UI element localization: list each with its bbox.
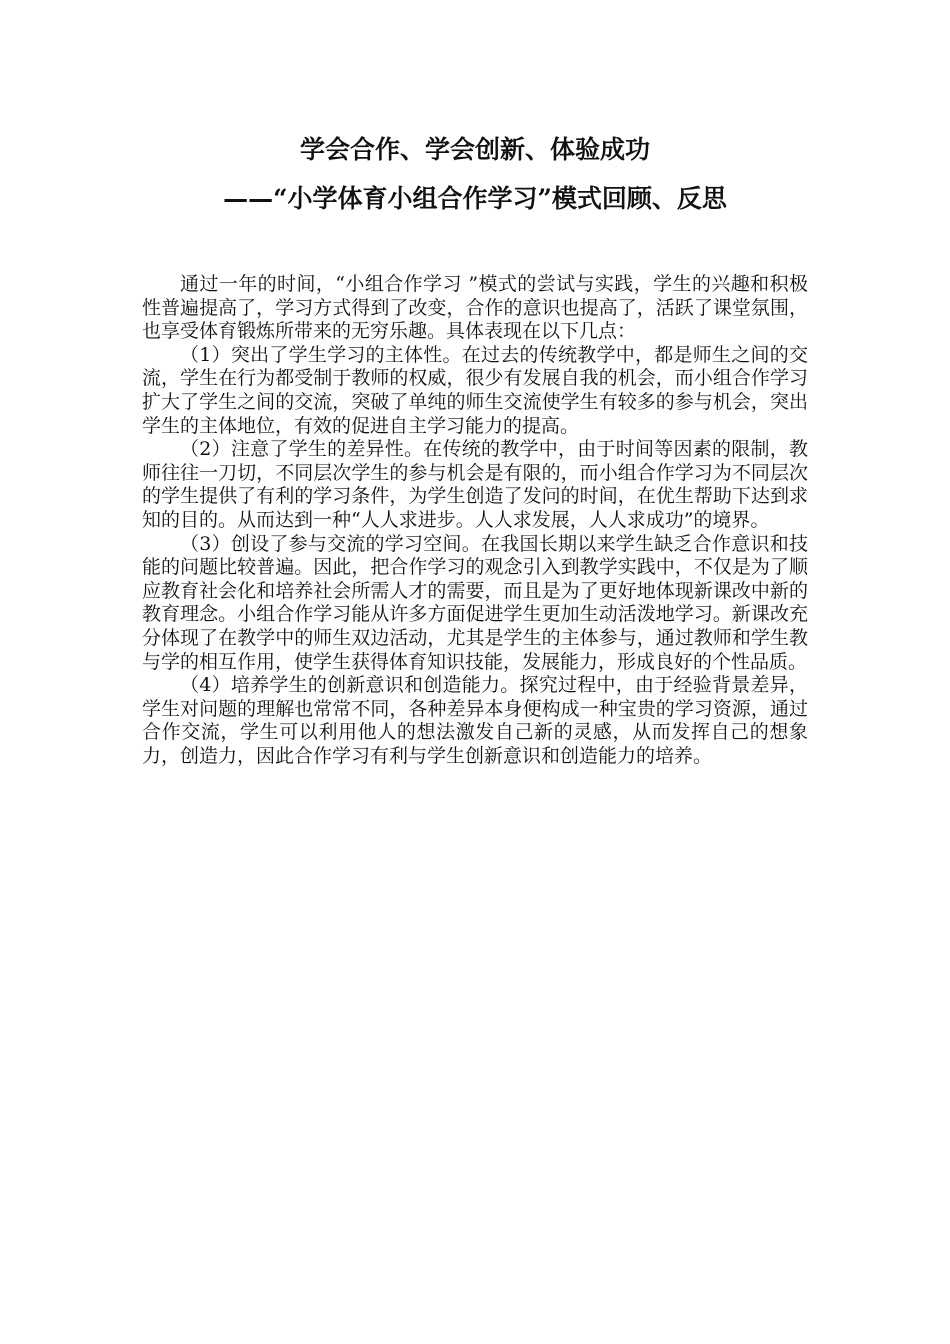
- document-body: [142, 273, 808, 768]
- document-subtitle: ——“小学体育小组合作学习”模式回顾、反思: [223, 184, 727, 213]
- point-1-paragraph: （1）突出了学生学习的主体性。在过去的传统教学中，都是师生之间的交流，学生在行为都受制于教师的权威，很少有发展自我的机会，而小组合作学习扩大了学生之间的交流，突破了单纯的师生交流使学生有较多的参与机会，突出学生的主体地位，有效的促进自主学习能力的提高。: [142, 343, 808, 437]
- intro-paragraph: 通过一年的时间，“小组合作学习 ”模式的尝试与实践，学生的兴趣和积极性普遍提高了，学习方式得到了改变，合作的意识也提高了，活跃了课堂氛围，也享受体育锻炼所带来的无穷乐趣。具体表现在以下几点：: [142, 273, 808, 343]
- point-2-paragraph: （2）注意了学生的差异性。在传统的教学中，由于时间等因素的限制，教师往往一刀切，不同层次学生的参与机会是有限的，而小组合作学习为不同层次的学生提供了有利的学习条件，为学生创造了发问的时间，在优生帮助下达到求知的目的。从而达到一种“人人求进步。人人求发展，人人求成功”的境界。: [142, 438, 808, 531]
- document-title: 学会合作、学会创新、体验成功: [299, 135, 650, 164]
- point-3-paragraph: （3）创设了参与交流的学习空间。在我国长期以来学生缺乏合作意识和技能的问题比较普遍。因此，把合作学习的观念引入到教学实践中，不仅是为了顺应教育社会化和培养社会所需人才的需要，而且是为了更好地体现新课改中新的教育理念。小组合作学习能从许多方面促进学生更加生动活泼地学习。新课改充分体现了在教学中的师生双边活动，尤其是学生的主体参与，通过教师和学生教与学的相互作用，使学生获得体育知识技能，发展能力，形成良好的个性品质。: [142, 532, 808, 673]
- point-4-paragraph: （4）培养学生的创新意识和创造能力。探究过程中，由于经验背景差异，学生对问题的理解也常常不同，各种差异本身便构成一种宝贵的学习资源，通过合作交流，学生可以利用他人的想法激发自己新的灵感，从而发挥自己的想象力，创造力，因此合作学习有利与学生创新意识和创造能力的培养。: [142, 674, 808, 767]
